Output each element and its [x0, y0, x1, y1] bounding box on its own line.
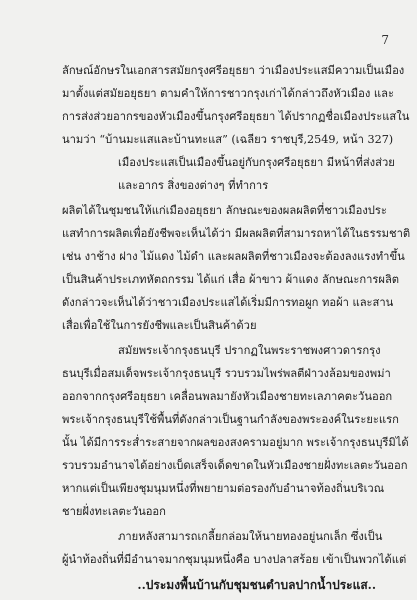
text-line: สมัยพระเจ้ากรุงธนบุรี ปรากฏในพระราชพงศาวดารกรุง [118, 344, 381, 357]
text-line: การส่งส่วยอากรของหัวเมืองขึ้นกรุงศรีอยุธยา ได้ปรากฏชื่อเมืองประแสใน [62, 110, 410, 123]
text-line: มาตั้งแต่สมัยอยุธยา ตามคำให้การชาวกรุงเก่าได้กล่าวถึงหัวเมือง และ [62, 87, 394, 100]
text-line: ภายหลังสามารถเกลี้ยกล่อมให้นายทองอยู่นกเล็ก ซึ่งเป็น [118, 530, 383, 543]
text-line: นามว่า “บ้านมะแสและบ้านทะแส” (เฉลียว ราชบุรี,2549, หน้า 327) [62, 133, 394, 146]
text-line: ธนบุรีเมื่อสมเด็จพระเจ้ากรุงธนบุรี รวบรวมไพร่พลตีฝ่าวงล้อมของพม่า [62, 367, 391, 380]
text-line: พระเจ้ากรุงธนบุรีใช้พื้นที่ดังกล่าวเป็นฐานกำลังของพระองค์ในระยะแรก [62, 413, 399, 426]
page-number: 7 [381, 33, 389, 47]
text-line: นั้น ได้มีการระส่ำระสายจากผลของสงครามอยู่มาก พระเจ้ากรุงธนบุรีมิได้ [62, 436, 409, 449]
text-line: ดังกล่าวจะเห็นได้ว่าชาวเมืองประแสได้เริ่มมีการทอผูก ทอผ้า และสาน [62, 296, 394, 309]
text-line: เช่น งาช้าง ฝาง ไม้แดง ไม้ดำ และผลผลิตที่ชาวเมืองจะต้องลงแรงทำขึ้น [62, 250, 405, 263]
text-line: รวบรวมอำนาจได้อย่างเบ็ดเสร็จเด็ดขาดในหัวเมืองชายฝั่งทะเลตะวันออก [62, 459, 408, 472]
text-line: ลักษณ์อักษรในเอกสารสมัยกรุงศรีอยุธยา ว่าเมืองประแสมีความเป็นเมือง [62, 64, 405, 77]
text-line: และอากร สิ่งของต่างๆ ที่ทำการ [118, 179, 269, 192]
text-line: เมืองประแสเป็นเมืองขึ้นอยู่กับกรุงศรีอยุธยา มีหน้าที่ส่งส่วย [118, 156, 395, 169]
text-line: เป็นสินค้าประเภทหัตถกรรม ได้แก่ เสื่อ ผ้าขาว ผ้าแดง ลักษณะการผลิต [62, 273, 400, 286]
text-line: ชายฝั่งทะเลตะวันออก [62, 505, 166, 518]
running-footer: ..ประมงพื้นบ้านกับชุมชนตำบลปากน้ำประแส.. [137, 578, 376, 592]
text-line: ออกจากกรุงศรีอยุธยา เคลื่อนพลมายังหัวเมืองชายทะเลภาคตะวันออก [62, 390, 393, 403]
text-line: เสื่อเพื่อใช้ในการยังชีพและเป็นสินค้าด้วย [62, 319, 257, 332]
text-line: ผลิตได้ในชุมชนให้แก่เมืองอยุธยา ลักษณะของผลผลิตที่ชาวเมืองประ [62, 204, 387, 217]
text-line: แสทำการผลิตเพื่อยังชีพจะเห็นได้ว่า มีผลผลิตที่สามารถหาได้ในธรรมชาติ [62, 227, 411, 240]
text-line: ผู้นำท้องถิ่นที่มีอำนาจมากชุมนุมหนึ่งคือ บางปลาสร้อย เข้าเป็นพวกได้แต่ [62, 553, 407, 566]
text-line: หากแต่เป็นเพียงชุมนุมหนึ่งที่พยายามต่อรองกับอำนาจท้องถิ่นบริเวณ [62, 482, 385, 495]
